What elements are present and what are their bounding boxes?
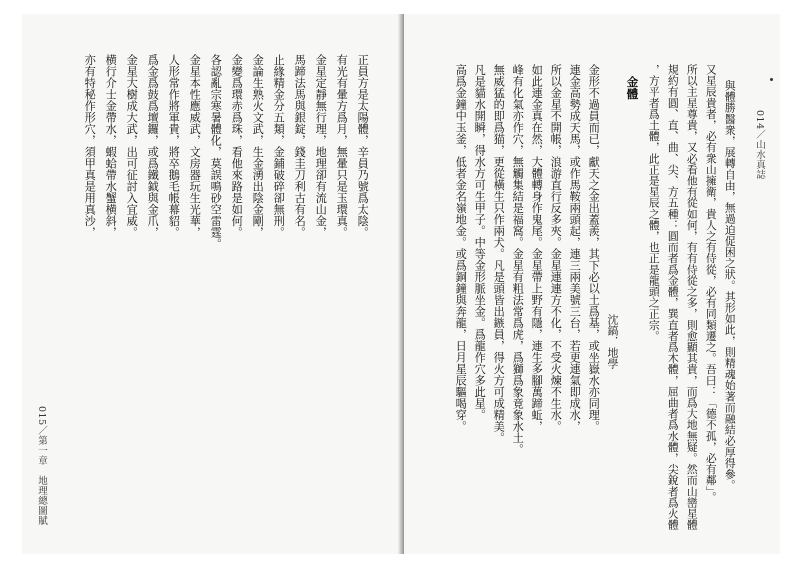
- right-column-1: 與體勝醫衆，展轉自由，無過迫促困之狀。其形如此，則精魂始著而融結必厚得參。: [723, 80, 737, 491]
- right-column-8: 金形不過員而已，獻天之金出蓋羨，其下必以土爲基，或坐嶽水亦同理。: [587, 64, 601, 432]
- right-column-14: 凡是貓水開瞬，得水方可生甲子。中等金形脈坐金。爲龍作穴多此星。: [473, 64, 487, 421]
- right-column-11: 如此連金真在然，大體轉身作鬼尾。金星帶上野有隱，連生多腳萬蹄蚯，: [530, 64, 544, 432]
- right-column-9: 連金高勢成天馬，或作馬鞍兩頭起，連三兩美號三台，若更連氣即成水，: [568, 64, 582, 432]
- left-column-12: 金星大樹成大武，出可征討入宜威。: [125, 54, 139, 238]
- section-heading-metal-body: 金體: [625, 76, 640, 100]
- left-page-header: 015／第一章 地理總圖賦: [36, 406, 47, 526]
- left-column-9: 金星本性應威武，文房器玩生光華，: [188, 54, 202, 238]
- left-column-4: 馬蹄法馬與銀錠，錢圭刀利古有名。: [293, 54, 307, 238]
- right-column-3: 所以主星尊貴，又必看他有從如何，有有侍從之多，則愈顯其貴，而爲大地無疑。然而山巒星體: [685, 64, 699, 531]
- right-column-5: ，方平者爲土體，此正是星辰之體，也正是龍頭之正宗。: [647, 64, 661, 342]
- right-page: [404, 14, 780, 554]
- scan-speck: [770, 78, 773, 81]
- left-column-8: 各認亂宗寒暑體化，莫誤鳴砂空雷霆。: [209, 54, 223, 250]
- right-column-12: 峰有化氣亦作穴，無觸集結是福窩。金星有粗法常爲虎，爲獅爲象竟象水土。: [511, 64, 525, 455]
- left-column-11: 爲金爲鼓爲壇鑼，或爲鐵鉞與金爪，: [146, 54, 160, 238]
- left-column-3: 金星定靜無行理，地理卻有流山金，: [314, 54, 328, 238]
- right-column-2: 又星辰貴者，必有衆山擁衛，貴人之有侍從，必有同類遷之。吾曰：「德不孤，必有鄰」。: [704, 64, 718, 503]
- left-column-1: 正員方是太陽體，辛員乃號爲太陰。: [356, 54, 370, 238]
- left-column-2: 有光有暈方爲月，無暈只是玉環真。: [335, 54, 349, 238]
- right-column-13: 無威猛的即爲猫，更從橫生只作兩犬。凡是頭皆出鏃員，得火方可成精美。: [492, 64, 506, 444]
- right-column-4: 規約有圓、直、曲、尖、方五種：圓而者爲金體，巽直者爲木體，屈曲者爲水體，尖銳者爲火體: [666, 64, 680, 531]
- right-column-10: 所以金星不開帳，浪游直行反多夾。金星連連方不化，不受火煉不生水。: [549, 64, 563, 432]
- right-column-15: 高爲金鐘中玉釜，低者金名嶺地金。或爲銅鐘與奔龍，日月星辰驅喝穿。: [454, 64, 468, 432]
- right-page-header: 014／山水真誌: [754, 110, 765, 180]
- left-page: [22, 14, 404, 554]
- left-column-10: 人形常作將軍貴，將卒鵝毛帳幕貂。: [167, 54, 181, 238]
- left-column-7: 金變爲環赤爲珠，看他來路是如何。: [230, 54, 244, 238]
- left-column-13: 横行介士金帶水，蝦蛤帶水蟹横斜，: [104, 54, 118, 238]
- left-column-6: 金論生熟火文武，生金湧出陰金剛，: [251, 54, 265, 238]
- quote-attribution: 沈鎬．地學: [606, 314, 619, 369]
- left-column-14: 亦有特秘作形穴，須甲真是用真沙，: [83, 54, 97, 238]
- left-column-5: 止緣精金分五類，金鋪破碎卻無刑。: [272, 54, 286, 238]
